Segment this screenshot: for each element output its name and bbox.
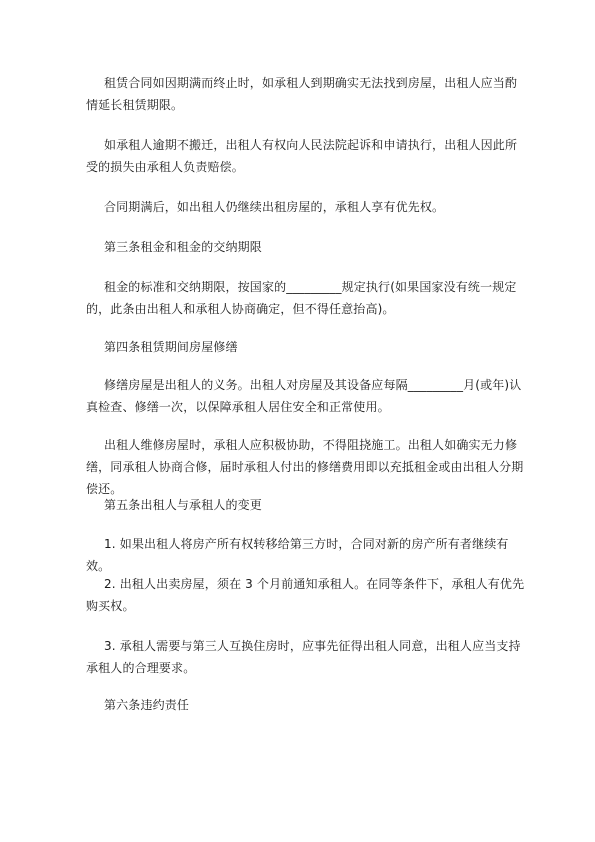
section-heading-article-6: 第六条违约责任 [104,698,190,712]
section-heading-article-5: 第五条出租人与承租人的变更 [104,498,262,512]
paragraph-repair-cooperation: 出租人维修房屋时，承租人应积极协助，不得阻挠施工。出租人如确实无力修缮，同承租人协商合修，届时承租人付出的修缮费用即以充抵租金或由出租人分期偿还。 [86,438,524,496]
section-heading-article-3: 第三条租金和租金的交纳期限 [104,240,262,254]
paragraph-repair-duty: 修缮房屋是出租人的义务。出租人对房屋及其设备应每隔_________月(或年)认真检查、修缮一次，以保障承租人居住安全和正常使用。 [86,378,522,414]
paragraph-priority-right: 合同期满后，如出租人仍继续出租房屋的，承租人享有优先权。 [104,200,445,214]
paragraph-lease-expiry: 租赁合同如因期满而终止时，如承租人到期确实无法找到房屋，出租人应当酌情延长租赁期限。 [86,76,518,112]
list-item-ownership-transfer: 1. 如果出租人将房产所有权转移给第三方时，合同对新的房产所有者继续有效。 [86,537,509,573]
paragraph-rent-standard: 租金的标准和交纳期限，按国家的_________规定执行(如果国家没有统一规定的，此条由出租人和承租人协商确定，但不得任意抬高)。 [86,280,517,316]
list-item-house-exchange: 3. 承租人需要与第三人互换住房时，应事先征得出租人同意，出租人应当支持承租人的合理要求。 [86,639,521,675]
list-item-house-sale: 2. 出租人出卖房屋，须在 3 个月前通知承租人。在同等条件下，承租人有优先购买权。 [86,577,525,613]
section-heading-article-4: 第四条租赁期间房屋修缮 [104,340,238,354]
paragraph-overdue-relocation: 如承租人逾期不搬迁，出租人有权向人民法院起诉和申请执行，出租人因此所受的损失由承租人负责赔偿。 [86,138,518,174]
